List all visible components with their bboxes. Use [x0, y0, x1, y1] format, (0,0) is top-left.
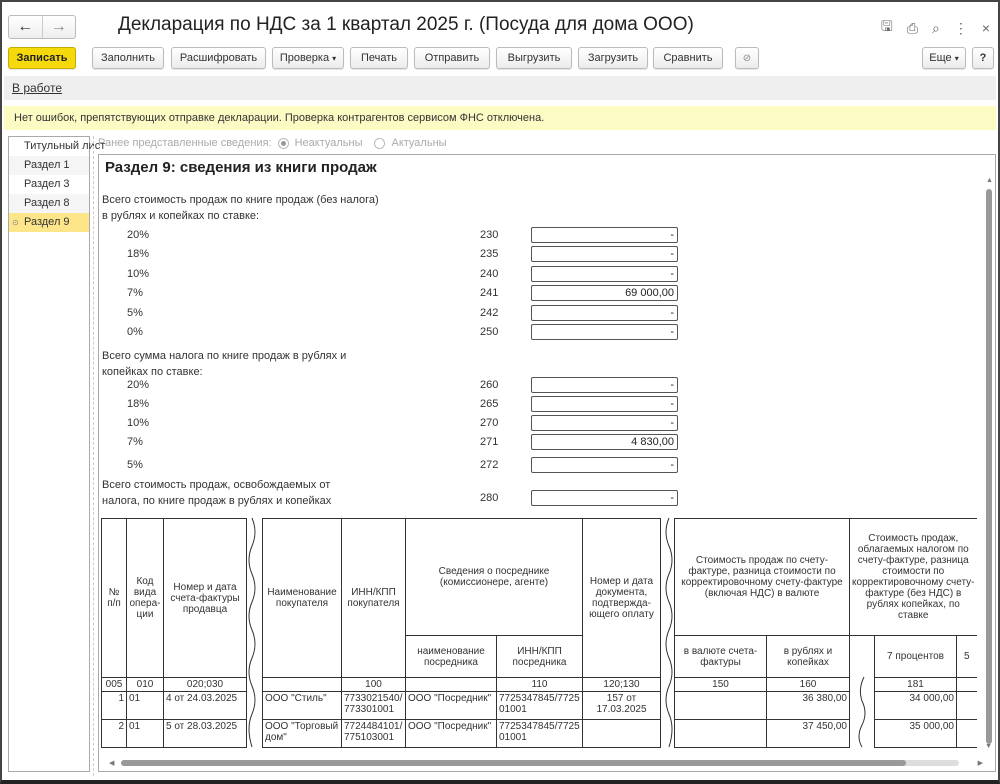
- block3-title-line: налога, по книге продаж в рублях и копейках: [102, 495, 332, 507]
- attach-button[interactable]: [735, 47, 759, 69]
- line-code: 250: [480, 326, 499, 338]
- header-invoice: Номер и дата счета-фактуры продавца: [164, 519, 247, 678]
- cell-payment-doc: [583, 720, 661, 748]
- cell-invoice: 4 от 24.03.2025: [164, 692, 247, 720]
- sales-table-middle: [262, 518, 661, 748]
- cell-num: 1: [102, 692, 127, 720]
- rate-label: 20%: [127, 229, 150, 241]
- header-rate5: 5: [957, 636, 977, 678]
- scroll-right-icon[interactable]: ▶: [977, 760, 983, 767]
- sidebar-item-section-3[interactable]: Раздел 3: [24, 178, 70, 190]
- cell-cost-currency: [675, 720, 767, 748]
- cell-rate7: 34 000,00: [875, 692, 957, 720]
- header-buyer-inn: ИНН/КПП покупателя: [342, 519, 406, 678]
- cell-cost-currency: [675, 692, 767, 720]
- line-code: 241: [480, 287, 499, 300]
- check-label: Проверка: [279, 52, 330, 64]
- cell-buyer: ООО "Торговый дом": [263, 720, 342, 748]
- cell-invoice: 5 от 28.03.2025: [164, 720, 247, 748]
- header-taxable-group: Стоимость продаж, облагаемых налогом по счету-фактуре, разница стоимости по корректировочному счету-фактуре (без НДС) в рублях копейках, по ставке: [850, 519, 977, 636]
- column-break-icon: [662, 518, 672, 747]
- line-code: 260: [480, 379, 499, 391]
- code-invoice: 020;030: [164, 678, 247, 692]
- code-rate7: 181: [875, 678, 957, 692]
- toolbar: [8, 47, 992, 71]
- import-button[interactable]: Загрузить: [578, 47, 648, 69]
- code-agent-name: [406, 678, 497, 692]
- header-agent-inn: ИНН/КПП посредника: [497, 636, 583, 678]
- rate-label: 0%: [127, 326, 143, 338]
- code-payment-doc: 120;130: [583, 678, 661, 692]
- code-cost-rub: 160: [767, 678, 850, 692]
- sales-table-right: [674, 518, 850, 748]
- gap: [850, 678, 875, 692]
- decode-button[interactable]: Расшифровать: [171, 47, 266, 69]
- nav-buttons: [8, 15, 76, 39]
- gap: [850, 720, 875, 748]
- vertical-scrollbar[interactable]: [985, 177, 993, 737]
- code-agent-inn: 110: [497, 678, 583, 692]
- forward-icon[interactable]: →: [42, 16, 76, 38]
- send-button[interactable]: Отправить: [414, 47, 490, 69]
- line-code: 242: [480, 306, 499, 319]
- column-break-icon: [249, 518, 259, 747]
- code-num: 005: [102, 678, 127, 692]
- header-cost-rub: в рублях и копейках: [767, 636, 850, 678]
- line-230-field[interactable]: -: [531, 227, 678, 243]
- block3-title-line: Всего стоимость продаж, освобождаемых от: [102, 479, 331, 491]
- paperclip-icon: ⊘: [742, 52, 752, 64]
- sales-table-taxable: [849, 518, 977, 748]
- cell-agent-inn: 7725347845/7725 01001: [497, 720, 583, 748]
- fill-button[interactable]: Заполнить: [92, 47, 164, 69]
- line-235-field[interactable]: -: [531, 246, 678, 262]
- section-content: [98, 154, 996, 772]
- table-row[interactable]: [102, 692, 247, 720]
- line-271-field[interactable]: 4 830,00: [531, 434, 678, 450]
- save-button[interactable]: Записать: [8, 47, 76, 69]
- radio-outdated[interactable]: [278, 138, 289, 149]
- radio-actual[interactable]: [374, 138, 385, 149]
- sidebar-item-section-1[interactable]: Раздел 1: [9, 156, 89, 175]
- radio-outdated-label: Неактуальны: [294, 137, 363, 149]
- sales-table-left: [101, 518, 247, 748]
- header-op-code: Код вида опера-ции: [127, 519, 164, 678]
- code-cost-currency: 150: [675, 678, 767, 692]
- cell-buyer-inn: 7724484101/ 775103001: [342, 720, 406, 748]
- header-agent-group: Сведения о посреднике (комиссионере, агенте): [406, 519, 583, 636]
- cell-agent-name: ООО "Посредник": [406, 692, 497, 720]
- block1-title-line: Всего стоимость продаж по книге продаж (без налога): [102, 194, 379, 206]
- scroll-up-icon[interactable]: ▲: [986, 177, 993, 184]
- help-button[interactable]: ?: [972, 47, 994, 69]
- line-code: 230: [480, 229, 499, 241]
- rate-label: 7%: [127, 287, 143, 300]
- notice-banner: Нет ошибок, препятствующих отправке декларации. Проверка контрагентов сервисом ФНС отключена.: [4, 106, 996, 130]
- block2-title-line: Всего сумма налога по книге продаж в рублях и: [102, 350, 347, 362]
- window-title: Декларация по НДС за 1 квартал 2025 г. (Посуда для дома ООО): [118, 14, 694, 35]
- rate-label: 5%: [127, 459, 143, 471]
- horizontal-scroll-thumb[interactable]: [121, 760, 906, 766]
- section-title: Раздел 9: сведения из книги продаж: [105, 159, 377, 176]
- export-button[interactable]: Выгрузить: [496, 47, 572, 69]
- cell-cost-rub: 37 450,00: [767, 720, 850, 748]
- sidebar-item-title[interactable]: Титульный лист: [24, 140, 106, 152]
- back-icon[interactable]: ←: [17, 18, 34, 35]
- window-icons: [881, 16, 990, 40]
- line-code: 235: [480, 248, 499, 261]
- status-link[interactable]: В работе: [12, 81, 63, 95]
- rate-label: 7%: [127, 436, 143, 448]
- line-250-field[interactable]: -: [531, 324, 678, 340]
- cell-cost-rub: 36 380,00: [767, 692, 850, 720]
- code-rate5: [957, 678, 977, 692]
- table-row[interactable]: [850, 720, 977, 748]
- check-button[interactable]: [272, 47, 344, 69]
- header-rate7: 7 процентов: [875, 636, 957, 678]
- line-260-field[interactable]: -: [531, 377, 678, 393]
- close-icon[interactable]: ×: [981, 20, 990, 36]
- save-icon[interactable]: 🖫: [880, 18, 893, 34]
- sidebar-item-label: Раздел 9: [24, 216, 70, 228]
- line-272-field[interactable]: -: [531, 457, 678, 473]
- line-code: 240: [480, 267, 499, 280]
- print-button[interactable]: Печать: [350, 47, 408, 69]
- sidebar: [8, 136, 106, 772]
- block2-title-line: копейках по ставке:: [102, 366, 203, 378]
- line-code: 270: [480, 417, 499, 429]
- rate-label: 18%: [127, 398, 150, 410]
- header-cost-group: Стоимость продаж по счету-фактуре, разница стоимости по корректировочному счету-фактуре (включая НДС) в валюте: [675, 519, 850, 636]
- more-icon[interactable]: ⋮: [953, 19, 968, 36]
- rate-label: 18%: [127, 248, 150, 261]
- rate-label: 5%: [127, 306, 143, 319]
- sidebar-item-section-8[interactable]: Раздел 8: [9, 194, 89, 213]
- block1-title: [102, 192, 379, 224]
- table-row[interactable]: [263, 692, 661, 720]
- header-payment-doc: Номер и дата документа, подтвержда-ющего оплату: [583, 519, 661, 678]
- header-agent-name: наименование посредника: [406, 636, 497, 678]
- splitter[interactable]: [93, 136, 94, 776]
- print-icon[interactable]: ⎙: [906, 19, 918, 36]
- line-code: 265: [480, 398, 499, 410]
- cell-buyer-inn: 7733021540/ 773301001: [342, 692, 406, 720]
- cell-op-code: 01: [127, 720, 164, 748]
- scroll-left-icon[interactable]: ◀: [109, 760, 115, 767]
- vertical-scroll-thumb[interactable]: [986, 189, 992, 744]
- more-button[interactable]: [922, 47, 966, 69]
- table-row[interactable]: [102, 720, 247, 748]
- line-265-field[interactable]: -: [531, 396, 678, 412]
- chevron-down-icon: ▾: [954, 53, 959, 63]
- cell-rate5: [957, 720, 977, 748]
- more-label: Еще: [929, 52, 952, 64]
- code-buyer: [263, 678, 342, 692]
- rate-label: 10%: [127, 417, 150, 429]
- line-code: 272: [480, 459, 499, 471]
- gap: [850, 692, 875, 720]
- line-code: 280: [480, 492, 499, 504]
- status-bar: [4, 76, 996, 100]
- previous-info: [98, 137, 447, 149]
- line-270-field[interactable]: -: [531, 415, 678, 431]
- cell-agent-inn: 7725347845/7725 01001: [497, 692, 583, 720]
- block2-title: [102, 348, 346, 380]
- header-num: № п/п: [102, 519, 127, 678]
- table-row[interactable]: [675, 692, 850, 720]
- cell-payment-doc: 157 от 17.03.2025: [583, 692, 661, 720]
- line-code: 271: [480, 436, 499, 448]
- table-row[interactable]: [850, 692, 977, 720]
- preview-icon[interactable]: ⌕: [931, 19, 940, 36]
- block1-title-line: в рублях и копейках по ставке:: [102, 210, 260, 222]
- header-cost-currency: в валюте счета-фактуры: [675, 636, 767, 678]
- scroll-down-icon[interactable]: ▼: [985, 743, 992, 750]
- line-242-field[interactable]: -: [531, 305, 678, 321]
- code-op: 010: [127, 678, 164, 692]
- block3-title: [102, 477, 331, 509]
- table-row[interactable]: [675, 720, 850, 748]
- line-280-field[interactable]: -: [531, 490, 678, 506]
- cell-rate5: [957, 692, 977, 720]
- rate-label: 20%: [127, 379, 150, 391]
- compare-button[interactable]: Сравнить: [653, 47, 723, 69]
- table-row[interactable]: [263, 720, 661, 748]
- cell-num: 2: [102, 720, 127, 748]
- header-buyer: Наименование покупателя: [263, 519, 342, 678]
- code-buyer-inn: 100: [342, 678, 406, 692]
- radio-actual-label: Актуальны: [391, 137, 447, 149]
- cell-agent-name: ООО "Посредник": [406, 720, 497, 748]
- cell-rate7: 35 000,00: [875, 720, 957, 748]
- sidebar-item-section-9[interactable]: [9, 213, 89, 232]
- previous-info-label: Ранее представленные сведения:: [98, 137, 272, 149]
- cell-op-code: 01: [127, 692, 164, 720]
- line-241-field[interactable]: 69 000,00: [531, 285, 678, 301]
- horizontal-scrollbar[interactable]: [109, 759, 983, 767]
- rate-label: 10%: [127, 267, 150, 280]
- line-240-field[interactable]: -: [531, 266, 678, 282]
- chevron-down-icon: ▾: [332, 53, 337, 63]
- active-marker-icon: ⊙: [12, 218, 19, 227]
- cell-buyer: ООО "Стиль": [263, 692, 342, 720]
- header-gap: [850, 636, 875, 678]
